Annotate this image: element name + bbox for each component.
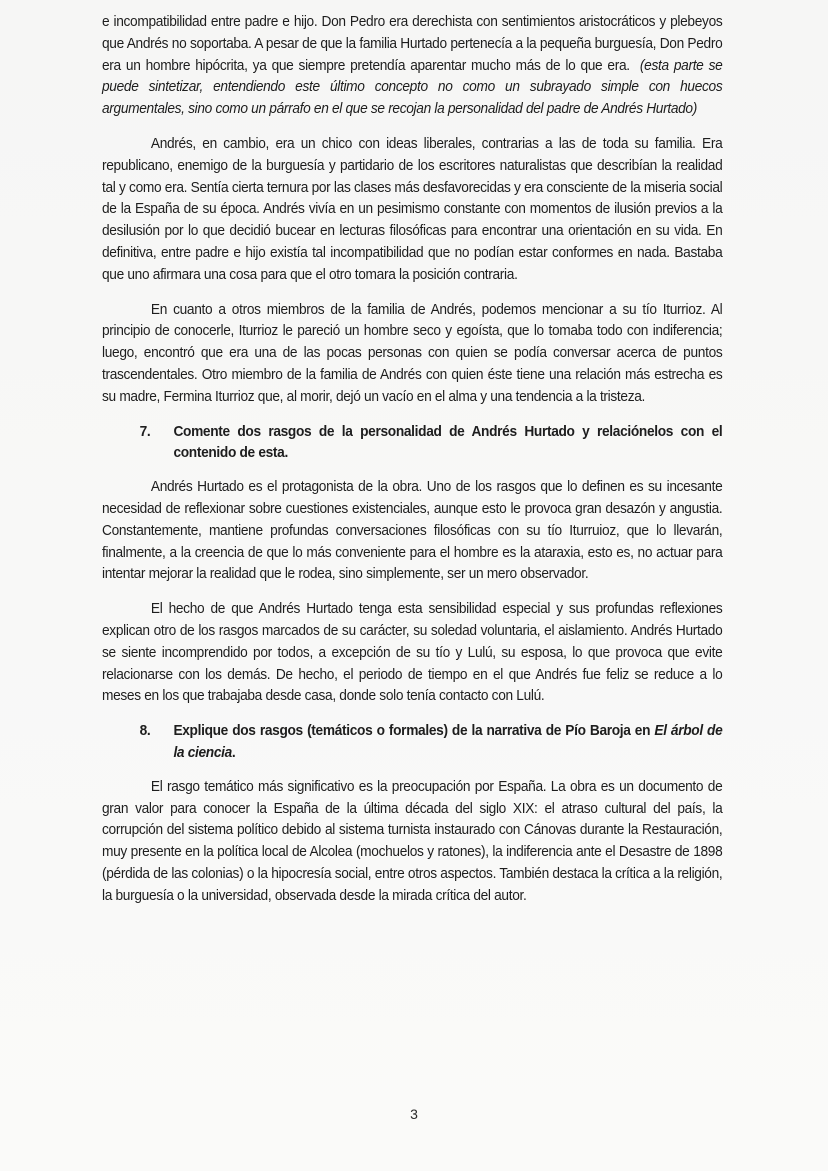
book-title: El árbol de la ciencia [173,723,723,761]
question-text [173,721,722,765]
question-7 [102,422,722,466]
document-body [102,12,722,920]
question-text-end: . [231,744,236,761]
paragraph-trait-reflection: Andrés Hurtado es el protagonista de la obra. Uno de los rasgos que lo definen es su incesante necesidad de reflexionar sobre cuestiones existenciales, aunque esto le provoca gran desazón y angustia. Constantemente, mantiene profundas conversaciones filosóficas con su tío Iturruioz, que lo llevarán, finalmente, a la creencia de que lo más conveniente para el hombre es la ataraxia, esto es, no actuar para intentar mejorar la realidad que le rodea, sino simplemente, ser un mero observador. [102,479,723,583]
question-number: 8. [139,723,151,740]
teacher-note: (esta parte se puede sintetizar, entendiendo este último concepto no como un subrayado simple con huecos argumentales, sino como un párrafo en el que se recojan la personalidad del padre de Andrés Hurtado) [102,57,723,118]
paragraph-father-description [102,12,722,121]
question-8 [102,721,722,765]
paragraph-family-members: En cuanto a otros miembros de la familia de Andrés, podemos mencionar a su tío Iturrioz. Al principio de conocerle, Iturrioz le pareció un hombre seco y egoísta, que lo tomaba todo con indiferencia; luego, encontró que era una de las pocas personas con quien se podía conversar acerca de puntos trascendentales. Otro miembro de la familia de Andrés con quien éste tiene una relación más estrecha es su madre, Fermina Iturrioz que, al morir, dejó un vacío en el alma y una tendencia a la tristeza. [102,301,723,405]
question-text: Comente dos rasgos de la personalidad de Andrés Hurtado y relaciónelos con el contenido de esta. [173,423,723,462]
page-number: 3 [410,1106,418,1122]
question-number: 7. [139,423,151,440]
paragraph-trait-isolation: El hecho de que Andrés Hurtado tenga esta sensibilidad especial y sus profundas reflexiones explican otro de los rasgos marcados de su carácter, su soledad voluntaria, el aislamiento. Andrés Hurtado se siente incomprendido por todos, a excepción de su tío y Lulú, su esposa, lo que provoca que evite relacionarse con los demás. De hecho, el periodo de tiempo en el que Andrés fue feliz se reduce a lo meses en los que trabajaba desde casa, donde solo tenía contacto con Lulú. [102,601,723,705]
paragraph-thematic-trait: El rasgo temático más significativo es la preocupación por España. La obra es un documento de gran valor para conocer la España de la última década del siglo XIX: el atraso cultural del país, la corrupción del sistema político debido al sistema turnista instaurado con Cánovas durante la Restauración, muy presente en la política local de Alcolea (mochuelos y ratones), la indiferencia ante el Desastre de 1898 (pérdida de las colonias) o la hipocresía social, entre otros aspectos. También destaca la crítica a la religión, la burguesía o la universidad, observada desde la mirada crítica del autor. [102,778,723,904]
paragraph-andres-ideas: Andrés, en cambio, era un chico con ideas liberales, contrarias a las de toda su familia. Era republicano, enemigo de la burguesía y partidario de los escritores naturalistas que describían la realidad tal y como era. Sentía cierta ternura por las clases más desfavorecidas y era consciente de la miseria social de la España de su época. Andrés vivía en un pesimismo constante con momentos de ilusión previos a la desilusión por lo que decidió bucear en lecturas filosóficas para encontrar una orientación en su vida. En definitiva, entre padre e hijo existía tal incompatibilidad que no podían estar conformes en nada. Bastaba que uno afirmara una cosa para que el otro tomara la posición contraria. [102,135,723,283]
paragraph-text: e incompatibilidad entre padre e hijo. Don Pedro era derechista con sentimientos aristocráticos y plebeyos que Andrés no soportaba. A pesar de que la familia Hurtado pertenecía a la pequeña burguesía, Don Pedro era un hombre hipócrita, ya que siempre pretendía aparentar mucho más de lo que era. [102,14,723,74]
question-text-main: Explique dos rasgos (temáticos o formales) de la narrativa de Pío Baroja en [173,723,655,740]
